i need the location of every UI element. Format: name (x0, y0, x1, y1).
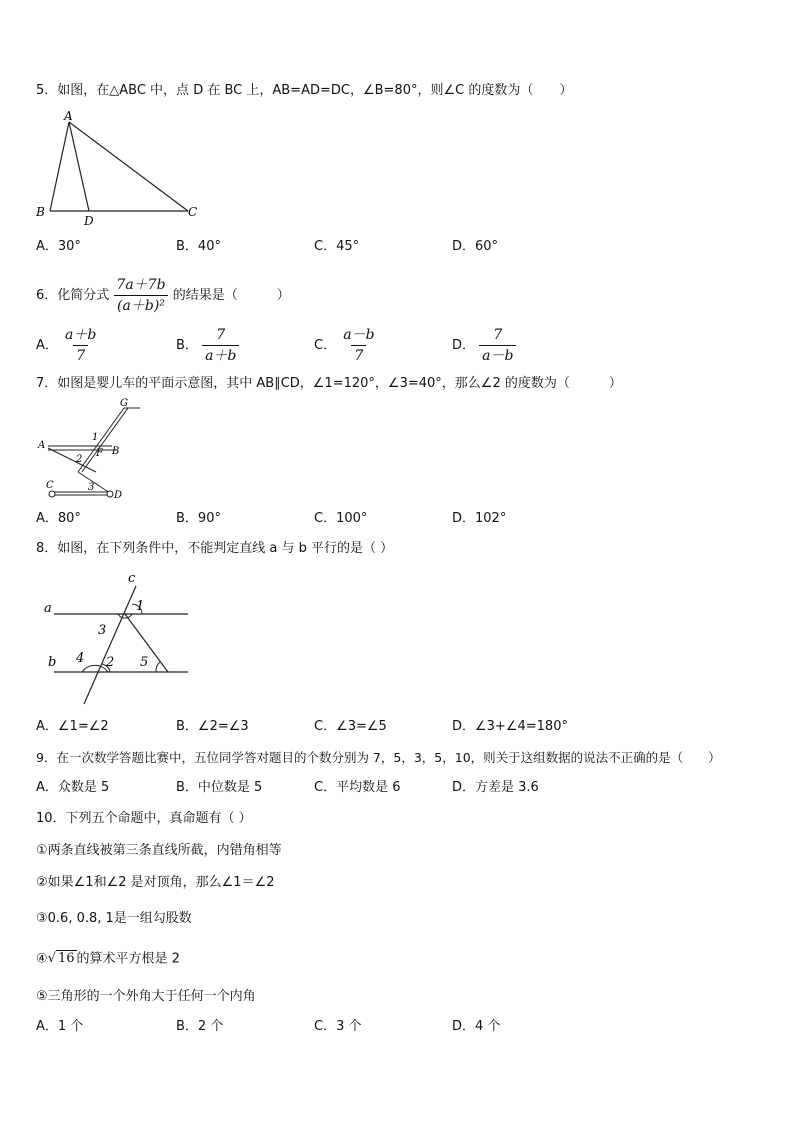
q6-option-a[interactable] (36, 326, 99, 365)
q5-seg-ac (69, 122, 188, 211)
q7-label-d: D (114, 490, 123, 501)
q7-label-f: F (96, 448, 103, 459)
q6-option-c-num: a－b (343, 327, 375, 343)
q6-option-c-den: 7 (351, 345, 366, 365)
q7-label-g: G (120, 398, 128, 409)
q6-option-a-num: a＋b (65, 327, 97, 343)
q9-option-d[interactable]: D．方差是 3.6 (452, 780, 539, 795)
q10-option-c[interactable]: C．3 个 (314, 1019, 362, 1034)
q8-angle-1: 1 (136, 599, 145, 614)
sqrt-icon: √ 16 (47, 951, 75, 966)
q5-label-a: A (64, 109, 73, 123)
q8-option-c[interactable]: C．∠3=∠5 (314, 719, 387, 734)
q7-option-a[interactable]: A．80° (36, 511, 81, 526)
q10-option-a[interactable]: A．1 个 (36, 1019, 84, 1034)
q9-stem: 9．在一次数学答题比赛中，五位同学答对题目的个数分别为 7，5，3，5，10，则关于这组数据的说法不正确的是（ ） (36, 750, 721, 765)
q6-fraction-den: (a＋b)² (114, 295, 168, 315)
q6-option-d-letter: D． (452, 338, 476, 353)
q7-angle-2: 2 (76, 454, 83, 465)
q7-stem: 7．如图是婴儿车的平面示意图，其中 AB∥CD，∠1=120°，∠3=40°，那么∠2 的度数为（ ） (36, 376, 622, 391)
q6-option-a-letter: A． (36, 338, 58, 353)
q8-arc-5 (156, 662, 160, 672)
q6-option-c[interactable] (314, 326, 378, 365)
q8-angle-5: 5 (140, 655, 149, 670)
q5-label-c: C (188, 205, 198, 219)
q9-option-a[interactable]: A．众数是 5 (36, 780, 110, 795)
q5-seg-ab (50, 122, 69, 211)
q8-option-a[interactable]: A．∠1=∠2 (36, 719, 109, 734)
q7-wheel-d (107, 491, 113, 497)
q8-angle-4: 4 (76, 651, 85, 666)
q7-option-c[interactable]: C．100° (314, 511, 368, 526)
q8-option-d[interactable]: D．∠3+∠4=180° (452, 719, 568, 734)
q7-handle-line-2 (82, 408, 128, 472)
q6-option-b[interactable] (176, 326, 239, 365)
q10-statement-4-radicand: 16 (57, 951, 75, 966)
q10-stem: 10．下列五个命题中，真命题有（ ） (36, 811, 252, 826)
q10-statement-5: ⑤三角形的一个外角大于任何一个内角 (36, 989, 256, 1004)
q8-label-a: a (44, 601, 52, 616)
q5-option-b[interactable]: B．40° (176, 239, 221, 254)
q6-fraction (113, 276, 168, 315)
q7-angle-3: 3 (88, 482, 95, 493)
q10-statement-4 (36, 950, 180, 969)
q8-arc-4 (82, 665, 108, 672)
q6-stem-pre: 6．化简分式 (36, 288, 110, 303)
q7-figure (34, 396, 154, 504)
q10-statement-3: ③0.6, 0.8, 1是一组勾股数 (36, 911, 192, 926)
q9-option-b[interactable]: B．中位数是 5 (176, 780, 263, 795)
q8-figure (36, 568, 206, 708)
q7-label-a: A (38, 440, 46, 451)
q6-option-d[interactable] (452, 326, 516, 365)
q6-option-b-letter: B． (176, 338, 198, 353)
q6-fraction-num: 7a＋7b (116, 277, 166, 293)
q6-option-a-den: 7 (73, 345, 88, 365)
q7-handle-line-1 (78, 408, 124, 472)
q8-angle-3: 3 (98, 623, 107, 638)
q5-option-c[interactable]: C．45° (314, 239, 360, 254)
q7-label-c: C (46, 480, 54, 491)
q10-statement-4-post: 的算术平方根是 2 (76, 951, 180, 967)
q7-option-b[interactable]: B．90° (176, 511, 221, 526)
q6-stem (36, 276, 290, 315)
q10-statement-2: ②如果∠1和∠2 是对顶角，那么∠1＝∠2 (36, 875, 275, 890)
q7-angle-1: 1 (92, 432, 99, 443)
q6-option-d-num: 7 (493, 327, 503, 343)
q8-label-c: c (128, 571, 136, 586)
q10-statement-4-pre: ④ (36, 951, 48, 967)
q5-label-d: D (84, 214, 94, 228)
q7-label-b: B (112, 446, 120, 457)
q8-angle-2: 2 (106, 655, 115, 670)
q5-option-d[interactable]: D．60° (452, 239, 499, 254)
q5-stem: 5．如图，在△ABC 中，点 D 在 BC 上，AB=AD=DC，∠B=80°，则∠C 的度数为（ ） (36, 83, 573, 98)
q7-wheel-c (49, 491, 55, 497)
q10-option-d[interactable]: D．4 个 (452, 1019, 501, 1034)
q7-seg-af (48, 448, 96, 472)
q6-option-b-num: 7 (216, 327, 226, 343)
q8-stem: 8．如图，在下列条件中，不能判定直线 a 与 b 平行的是（ ） (36, 541, 394, 556)
q6-stem-post: 的结果是（ ） (172, 288, 290, 303)
q5-option-a[interactable]: A．30° (36, 239, 81, 254)
q5-figure (30, 108, 210, 228)
q8-line-c (84, 586, 136, 704)
q6-option-c-letter: C． (314, 338, 337, 353)
q6-option-b-den: a＋b (202, 345, 239, 365)
q8-option-b[interactable]: B．∠2=∠3 (176, 719, 249, 734)
q10-option-b[interactable]: B．2 个 (176, 1019, 224, 1034)
q9-option-c[interactable]: C．平均数是 6 (314, 780, 401, 795)
q7-option-d[interactable]: D．102° (452, 511, 507, 526)
q8-label-b: b (48, 655, 57, 670)
q6-option-d-den: a－b (479, 345, 516, 365)
q10-statement-1: ①两条直线被第三条直线所截，内错角相等 (36, 843, 282, 858)
q5-label-b: B (36, 205, 45, 219)
